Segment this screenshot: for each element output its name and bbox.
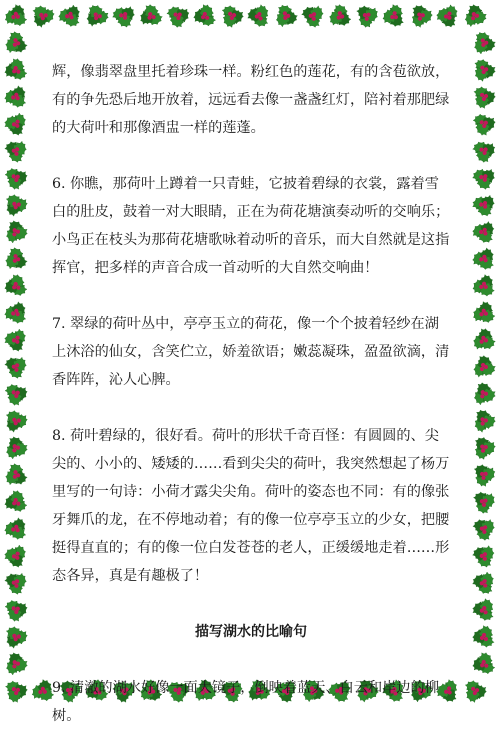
holly-leaf-icon [468, 649, 497, 676]
holly-leaf-icon [77, 0, 112, 33]
holly-leaf-icon [470, 403, 500, 435]
holly-leaf-icon [0, 404, 31, 439]
holly-leaf-icon [1, 79, 36, 114]
paragraph-9: 9. 清澈的湖水好像一面大镜子，倒映着蓝天、白云和岸边的柳树。 [52, 680, 439, 724]
holly-leaf-icon [432, 2, 462, 33]
section-heading: 描写湖水的比喻句 [195, 624, 307, 640]
holly-leaf-icon [0, 486, 29, 514]
holly-leaf-icon [469, 429, 500, 463]
holly-leaf-icon [164, 3, 195, 33]
holly-leaf-icon [322, 1, 357, 36]
holly-leaf-icon [24, 0, 58, 34]
holly-leaf-icon [470, 58, 500, 86]
holly-leaf-icon [220, 5, 247, 31]
holly-leaf-icon [472, 324, 500, 354]
holly-leaf-icon [468, 594, 498, 622]
holly-leaf-icon [472, 87, 498, 112]
paragraph-5-continued: 辉，像翡翠盘里托着珍珠一样。粉红色的莲花，有的含苞欲放，有的争先恐后地开放着，远远看去像一盏盏红灯，陪衬着那肥绿的大荷叶和那像酒盅一样的莲蓬。 [52, 64, 450, 136]
holly-leaf-icon [462, 680, 490, 706]
holly-leaf-icon [469, 163, 500, 196]
paragraph-6: 6. 你瞧，那荷叶上蹲着一只青蛙，它披着碧绿的衣裳，露着雪白的肚皮，鼓着一对大眼睛，正在为荷花塘演奏动听的交响乐；小鸟正在枝头为那荷花塘歌咏着动听的音乐，而大自然就是这指挥官，把多样的声音合成一首动听的大自然交响曲！ [52, 176, 450, 276]
document-body [52, 58, 450, 730]
holly-leaf-icon [270, 2, 303, 34]
holly-leaf-icon [467, 537, 500, 570]
holly-leaf-icon [0, 563, 33, 598]
holly-leaf-icon [0, 244, 34, 279]
holly-leaf-icon [467, 482, 500, 517]
paragraph-8: 8. 荷叶碧绿的，很好看。荷叶的形状千奇百怪：有圆圆的、尖尖的、小小的、矮矮的……看到尖尖的荷叶，我突然想起了杨万里写的一句诗：小荷才露尖尖角。荷叶的姿态也不同：有的像张牙舞爪的龙，在不停地动着；有的像一位亭亭玉立的少女，把腰挺得直直的；有的像一位白发苍苍的老人，正缓缓地走着……形态各异，真是有趣极了！ [52, 428, 450, 584]
holly-leaf-icon [3, 165, 33, 193]
holly-leaf-icon [3, 431, 31, 461]
holly-leaf-icon [469, 30, 500, 61]
paragraph-7: 7. 翠绿的荷叶丛中，亭亭玉立的荷花，像一个个披着轻纱在湖上沐浴的仙女，含笑伫立，娇羞欲语；嫩蕊凝珠，盈盈欲滴，清香阵阵，沁人心脾。 [52, 316, 450, 388]
holly-leaf-icon [0, 188, 31, 223]
holly-leaf-icon [470, 137, 500, 168]
holly-leaf-icon [471, 112, 500, 139]
holly-leaf-icon [0, 347, 33, 382]
holly-leaf-icon [295, 0, 330, 31]
holly-leaf-icon [0, 327, 28, 357]
holly-leaf-icon [243, 0, 274, 28]
holly-leaf-icon [2, 0, 34, 32]
holly-leaf-icon [470, 269, 500, 303]
holly-leaf-icon [0, 54, 29, 82]
holly-leaf-icon [55, 0, 90, 34]
holly-leaf-icon [406, 0, 438, 30]
holly-leaf-icon [4, 680, 31, 706]
holly-leaf-icon [469, 241, 500, 276]
holly-leaf-icon [1, 295, 36, 330]
holly-leaf-icon [0, 111, 28, 141]
holly-leaf-icon [350, 0, 385, 31]
holly-leaf-icon [467, 565, 499, 596]
holly-leaf-icon [469, 623, 495, 648]
holly-leaf-icon [472, 378, 499, 407]
holly-leaf-icon [471, 296, 500, 328]
holly-leaf-icon [0, 28, 34, 63]
holly-leaf-icon [469, 215, 500, 250]
holly-leaf-icon [376, 1, 410, 36]
holly-leaf-icon [467, 455, 500, 490]
holly-leaf-icon [0, 543, 28, 573]
holly-leaf-icon [109, 0, 144, 34]
holly-leaf-icon [3, 215, 31, 245]
holly-leaf-icon [3, 381, 33, 409]
holly-leaf-icon [0, 460, 34, 495]
holly-leaf-icon [189, 1, 217, 27]
holly-leaf-icon [469, 188, 500, 223]
holly-leaf-icon [0, 131, 33, 166]
holly-leaf-icon [464, 0, 490, 28]
holly-leaf-icon [474, 352, 499, 378]
holly-leaf-icon [1, 511, 36, 546]
holly-leaf-icon [0, 270, 29, 298]
holly-leaf-icon [466, 509, 500, 544]
holly-leaf-icon [3, 597, 33, 625]
holly-leaf-icon [132, 0, 165, 31]
holly-leaf-icon [0, 620, 31, 655]
holly-leaf-icon [3, 647, 31, 677]
